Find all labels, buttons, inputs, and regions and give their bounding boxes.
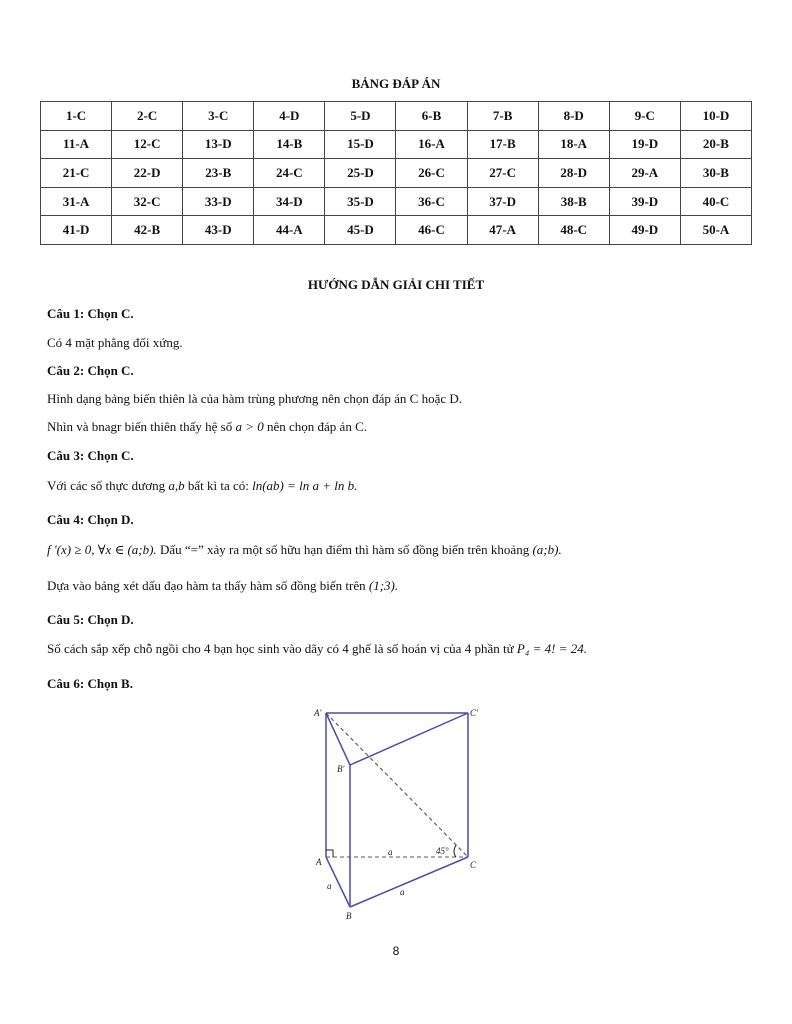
answer-cell: 24-C bbox=[254, 159, 325, 188]
label-bc: a bbox=[400, 887, 405, 897]
answer-table-title: BẢNG ĐÁP ÁN bbox=[351, 76, 441, 91]
label-ac: a bbox=[388, 847, 393, 857]
answer-cell: 4-D bbox=[254, 102, 325, 131]
answer-row bbox=[41, 159, 752, 188]
answer-cell: 14-B bbox=[254, 130, 325, 159]
q4-math2: (a;b). bbox=[532, 542, 562, 557]
q4-text1-body: Dấu “=” xảy ra một số hữu hạn điểm thì hàm số đồng biến trên khoảng bbox=[156, 542, 533, 557]
answer-cell: 49-D bbox=[609, 216, 680, 245]
answer-cell: 19-D bbox=[609, 130, 680, 159]
answer-cell: 43-D bbox=[183, 216, 254, 245]
answer-cell: 21-C bbox=[41, 159, 112, 188]
answer-cell: 22-D bbox=[112, 159, 183, 188]
label-ab: a bbox=[327, 881, 332, 891]
answer-cell: 29-A bbox=[609, 159, 680, 188]
answer-cell: 2-C bbox=[112, 102, 183, 131]
q5-text-body: Số cách sắp xếp chỗ ngồi cho 4 bạn học sinh vào dãy có 4 ghế là số hoán vị của 4 phần tử bbox=[47, 641, 517, 656]
answer-cell: 5-D bbox=[325, 102, 396, 131]
answer-cell: 3-C bbox=[183, 102, 254, 131]
answer-cell: 38-B bbox=[538, 187, 609, 216]
answer-cell: 7-B bbox=[467, 102, 538, 131]
prism-figure bbox=[300, 702, 500, 932]
answer-cell: 13-D bbox=[183, 130, 254, 159]
answer-cell: 20-B bbox=[680, 130, 751, 159]
edge-a1b1 bbox=[326, 713, 350, 765]
answer-cell: 33-D bbox=[183, 187, 254, 216]
prism-hidden-edges bbox=[326, 713, 468, 857]
answer-table bbox=[40, 101, 752, 245]
q3-math1: a,b bbox=[168, 478, 185, 493]
answer-row bbox=[41, 130, 752, 159]
answer-cell: 27-C bbox=[467, 159, 538, 188]
answer-cell: 48-C bbox=[538, 216, 609, 245]
q4-math1: f '(x) ≥ 0, ∀x ∈ (a;b). bbox=[47, 542, 157, 557]
q2-text2b: nên chọn đáp án C. bbox=[263, 419, 368, 434]
q1-text: Có 4 mặt phẳng đối xứng. bbox=[47, 335, 183, 350]
q3-text-b: bất kì ta có: bbox=[184, 478, 253, 493]
answer-cell: 36-C bbox=[396, 187, 467, 216]
solutions-title: HƯỚNG DẪN GIẢI CHI TIẾT bbox=[307, 277, 485, 292]
answer-cell: 46-C bbox=[396, 216, 467, 245]
diagonal-a1c bbox=[326, 713, 468, 857]
label-a: A bbox=[316, 857, 322, 867]
answer-cell: 1-C bbox=[41, 102, 112, 131]
label-a1: A' bbox=[314, 708, 322, 718]
answer-cell: 31-A bbox=[41, 187, 112, 216]
q2-text2a: Nhìn và bnagr biến thiên thấy hệ số bbox=[47, 419, 236, 434]
answer-cell: 17-B bbox=[467, 130, 538, 159]
answer-cell: 26-C bbox=[396, 159, 467, 188]
answer-cell: 8-D bbox=[538, 102, 609, 131]
q4-text1 bbox=[47, 542, 562, 558]
answer-cell: 32-C bbox=[112, 187, 183, 216]
answer-cell: 9-C bbox=[609, 102, 680, 131]
right-angle-mark bbox=[326, 850, 333, 857]
answer-row bbox=[41, 102, 752, 131]
q2-heading: Câu 2: Chọn C. bbox=[47, 363, 134, 378]
answer-cell: 34-D bbox=[254, 187, 325, 216]
answer-row bbox=[41, 187, 752, 216]
angle-arc bbox=[454, 845, 456, 857]
label-b: B bbox=[346, 911, 352, 921]
answer-cell: 50-A bbox=[680, 216, 751, 245]
answer-cell: 18-A bbox=[538, 130, 609, 159]
answer-cell: 28-D bbox=[538, 159, 609, 188]
q2-text1: Hình dạng bảng biến thiên là của hàm trùng phương nên chọn đáp án C hoặc D. bbox=[47, 391, 463, 406]
answer-cell: 16-A bbox=[396, 130, 467, 159]
answer-cell: 41-D bbox=[41, 216, 112, 245]
q5-text bbox=[47, 641, 587, 657]
q3-heading: Câu 3: Chọn C. bbox=[47, 448, 134, 463]
q3-text-a: Với các số thực dương bbox=[47, 478, 169, 493]
answer-cell: 10-D bbox=[680, 102, 751, 131]
q2-math: a > 0 bbox=[235, 419, 264, 434]
q3-text bbox=[47, 478, 357, 494]
q4-math3: (1;3). bbox=[368, 578, 399, 593]
answer-cell: 23-B bbox=[183, 159, 254, 188]
q6-heading: Câu 6: Chọn B. bbox=[47, 676, 133, 691]
q4-heading: Câu 4: Chọn D. bbox=[47, 512, 134, 527]
q5-heading: Câu 5: Chọn D. bbox=[47, 612, 134, 627]
label-angle: 45° bbox=[436, 846, 449, 856]
answer-cell: 15-D bbox=[325, 130, 396, 159]
label-c1: C' bbox=[470, 708, 478, 718]
q2-text2 bbox=[47, 419, 367, 435]
answer-cell: 11-A bbox=[41, 130, 112, 159]
answer-cell: 44-A bbox=[254, 216, 325, 245]
answer-cell: 37-D bbox=[467, 187, 538, 216]
answer-cell: 30-B bbox=[680, 159, 751, 188]
answer-cell: 6-B bbox=[396, 102, 467, 131]
answer-cell: 39-D bbox=[609, 187, 680, 216]
q4-text2-body: Dựa vào bảng xét dấu đạo hàm ta thấy hàm số đồng biến trên bbox=[47, 578, 369, 593]
answer-cell: 45-D bbox=[325, 216, 396, 245]
answer-cell: 40-C bbox=[680, 187, 751, 216]
prism-edges bbox=[326, 713, 468, 907]
label-b1: B' bbox=[337, 764, 345, 774]
answer-cell: 35-D bbox=[325, 187, 396, 216]
answer-cell: 25-D bbox=[325, 159, 396, 188]
answer-cell: 47-A bbox=[467, 216, 538, 245]
page-number: 8 bbox=[392, 944, 400, 958]
q1-heading: Câu 1: Chọn C. bbox=[47, 306, 134, 321]
edge-bc bbox=[350, 857, 468, 907]
q5-math: P₄ = 4! = 24. bbox=[516, 641, 587, 656]
answer-cell: 12-C bbox=[112, 130, 183, 159]
answer-row bbox=[41, 216, 752, 245]
edge-b1c1 bbox=[350, 713, 468, 765]
label-c: C bbox=[470, 860, 477, 870]
answer-cell: 42-B bbox=[112, 216, 183, 245]
q4-text2 bbox=[47, 578, 398, 594]
q3-math2: ln(ab) = ln a + ln b. bbox=[252, 478, 358, 493]
